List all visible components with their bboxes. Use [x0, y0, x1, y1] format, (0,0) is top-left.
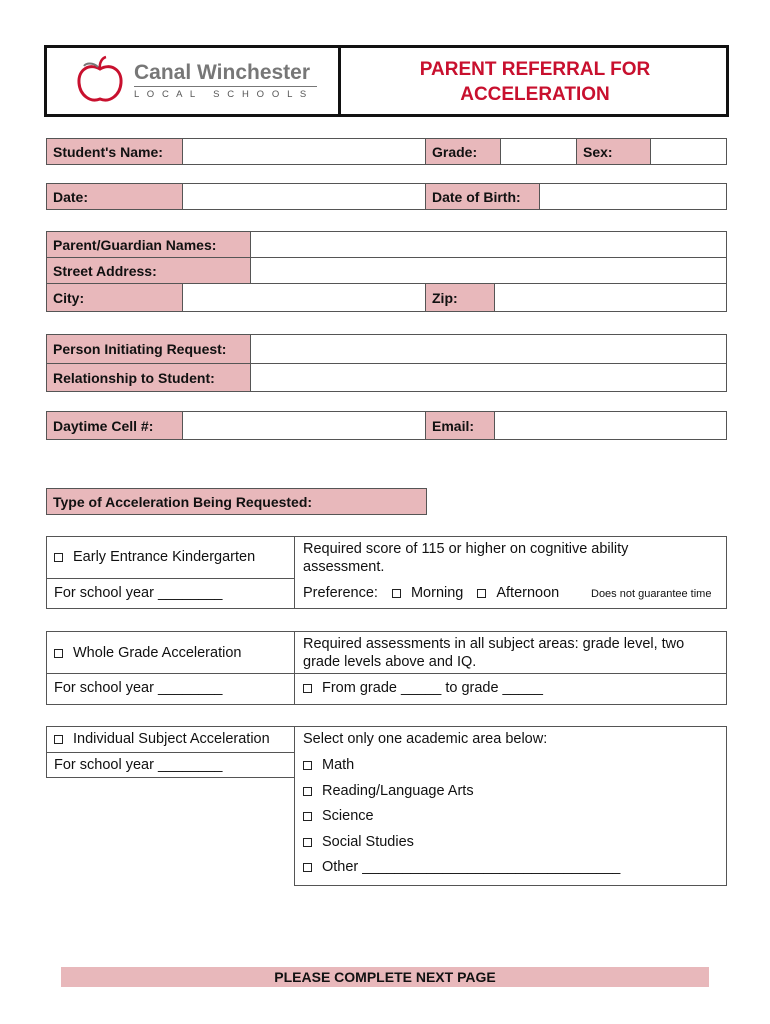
street-address-label: [46, 257, 251, 284]
grade-label-text: Grade:: [432, 143, 478, 160]
city-label: [46, 283, 183, 312]
subject-area-reading[interactable]: [303, 783, 474, 799]
kindergarten-school-year: For school year ________: [54, 585, 223, 601]
social-studies-label: Social Studies: [322, 834, 414, 850]
page-title: [341, 57, 729, 107]
subject-school-year: For school year ________: [54, 757, 223, 773]
kindergarten-divider: [294, 536, 295, 609]
subject-instruction: Select only one academic area below:: [303, 731, 548, 747]
footer-banner: [61, 967, 709, 987]
kindergarten-preference: [303, 585, 559, 601]
kindergarten-option[interactable]: [54, 549, 255, 565]
apple-logo-icon: [74, 55, 126, 107]
kindergarten-requirement-line-2: assessment.: [303, 559, 385, 575]
social-studies-checkbox[interactable]: [303, 838, 312, 847]
sex-field[interactable]: [650, 138, 727, 165]
whole-grade-school-year: For school year ________: [54, 680, 223, 696]
date-label-text: Date:: [53, 188, 89, 205]
kindergarten-checkbox[interactable]: [54, 553, 63, 562]
subject-left-row-divider: [46, 752, 295, 753]
subject-option[interactable]: [54, 731, 270, 747]
student-name-label-text: Student's Name:: [53, 143, 163, 160]
subject-option-label: Individual Subject Acceleration: [73, 731, 270, 747]
street-address-label-text: Street Address:: [53, 262, 157, 279]
whole-grade-requirement-line-1: Required assessments in all subject areas: grade level, two: [303, 636, 685, 652]
student-name-label: [46, 138, 183, 165]
date-label: [46, 183, 183, 210]
from-to-grade-label: From grade _____ to grade _____: [322, 680, 543, 696]
relationship-field[interactable]: [250, 363, 727, 392]
whole-grade-option[interactable]: [54, 645, 241, 661]
subject-checkbox[interactable]: [54, 735, 63, 744]
morning-checkbox[interactable]: [392, 589, 401, 598]
from-to-grade: [303, 680, 543, 696]
whole-grade-option-label: Whole Grade Acceleration: [73, 645, 242, 661]
preference-label: Preference:: [303, 585, 378, 601]
date-field[interactable]: [182, 183, 426, 210]
afternoon-label: Afternoon: [496, 585, 560, 601]
kindergarten-row-divider: [46, 578, 295, 579]
afternoon-checkbox[interactable]: [477, 589, 486, 598]
zip-label-text: Zip:: [432, 289, 458, 306]
person-initiating-label-text: Person Initiating Request:: [53, 341, 227, 357]
whole-grade-row-divider: [46, 673, 727, 674]
subject-area-other[interactable]: [303, 859, 620, 875]
person-initiating-label: [46, 334, 251, 364]
email-label: [425, 411, 495, 440]
math-label: Math: [322, 757, 355, 773]
other-label: Other ________________________________: [322, 859, 621, 875]
reading-checkbox[interactable]: [303, 787, 312, 796]
acceleration-type-heading-text: Type of Acceleration Being Requested:: [53, 493, 313, 510]
subject-area-science[interactable]: [303, 808, 374, 824]
relationship-label: [46, 363, 251, 392]
acceleration-type-heading: [46, 488, 427, 515]
zip-field[interactable]: [494, 283, 727, 312]
zip-label: [425, 283, 495, 312]
kindergarten-note: Does not guarantee time: [591, 588, 712, 600]
student-name-field[interactable]: [182, 138, 426, 165]
whole-grade-checkbox[interactable]: [54, 649, 63, 658]
dob-field[interactable]: [539, 183, 727, 210]
science-checkbox[interactable]: [303, 812, 312, 821]
daytime-cell-label: [46, 411, 183, 440]
logo-rule: [134, 86, 317, 87]
other-checkbox[interactable]: [303, 863, 312, 872]
grade-field[interactable]: [500, 138, 577, 165]
email-label-text: Email:: [432, 417, 475, 434]
reading-label: Reading/Language Arts: [322, 783, 474, 799]
logo-subtitle: L O C A L S C H O O L S: [134, 89, 309, 100]
whole-grade-divider: [294, 631, 295, 705]
dob-label: [425, 183, 540, 210]
logo-name: Canal Winchester: [134, 61, 311, 84]
subject-area-social-studies[interactable]: [303, 834, 414, 850]
street-address-field[interactable]: [250, 257, 727, 284]
relationship-label-text: Relationship to Student:: [53, 369, 215, 386]
guardian-names-field[interactable]: [250, 231, 727, 258]
sex-label-text: Sex:: [583, 143, 613, 160]
title-line-2: ACCELERATION: [460, 84, 610, 105]
city-field[interactable]: [182, 283, 426, 312]
grade-label: [425, 138, 501, 165]
title-line-1: PARENT REFERRAL FOR: [419, 59, 651, 80]
daytime-cell-field[interactable]: [182, 411, 426, 440]
sex-label: [576, 138, 651, 165]
guardian-names-label: [46, 231, 251, 258]
city-label-text: City:: [53, 289, 85, 306]
dob-label-text: Date of Birth:: [432, 188, 521, 205]
daytime-cell-label-text: Daytime Cell #:: [53, 417, 154, 434]
guardian-names-label-text: Parent/Guardian Names:: [53, 236, 217, 253]
email-field[interactable]: [494, 411, 727, 440]
morning-label: Morning: [410, 585, 464, 601]
subject-area-math[interactable]: [303, 757, 354, 773]
logo: [74, 55, 324, 107]
kindergarten-requirement-line-1: Required score of 115 or higher on cognitive ability: [303, 541, 629, 557]
footer-text: PLEASE COMPLETE NEXT PAGE: [274, 969, 496, 985]
science-label: Science: [322, 808, 374, 824]
whole-grade-requirement-line-2: grade levels above and IQ.: [303, 654, 477, 670]
kindergarten-option-label: Early Entrance Kindergarten: [73, 549, 256, 565]
from-to-grade-checkbox[interactable]: [303, 684, 312, 693]
math-checkbox[interactable]: [303, 761, 312, 770]
person-initiating-field[interactable]: [250, 334, 727, 364]
